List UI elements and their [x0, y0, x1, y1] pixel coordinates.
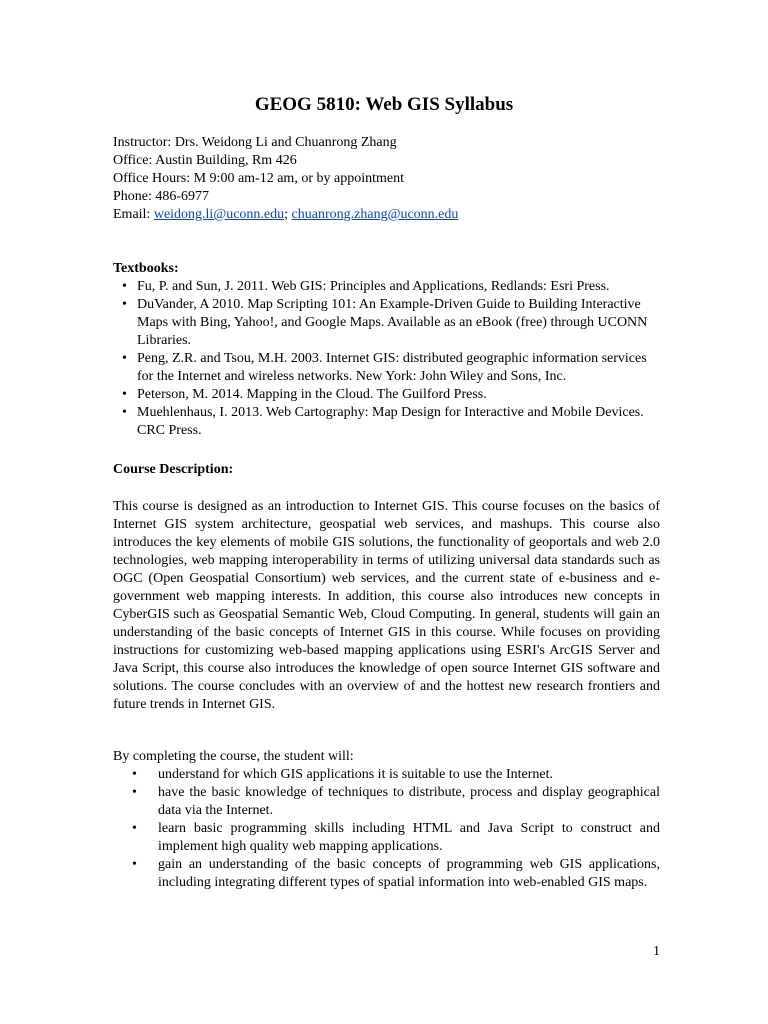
textbooks-section	[113, 260, 660, 440]
outcomes-section	[113, 766, 660, 892]
instructor-line: Instructor: Drs. Weidong Li and Chuanrong Zhang	[113, 135, 397, 150]
course-description-heading: Course Description:	[113, 462, 234, 477]
textbook-item: • Fu, P. and Sun, J. 2011. Web GIS: Principles and Applications, Redlands: Esri Press.	[113, 278, 660, 296]
email-link-zhang[interactable]: chuanrong.zhang@uconn.edu	[291, 207, 459, 222]
textbook-list	[113, 278, 660, 440]
outcome-item: • gain an understanding of the basic concepts of programming web GIS applications, including integrating different types of spatial information into web-enabled GIS maps.	[113, 856, 660, 892]
course-description-body: This course is designed as an introduction to Internet GIS. This course focuses on the basics of Internet GIS system architecture, geospatial web services, and mashups. This course also introduces the key elements of mobile GIS solutions, the functionality of geoportals and web 2.0 technologies, web mapping interoperability in terms of utilizing universal data standards such as OGC (Open Geospatial Consortium) web services, and the current state of e-business and e-government web mapping interests. In addition, this course also introduces new concepts in CyberGIS such as Geospatial Semantic Web, Cloud Computing. In general, students will gain an understanding of the basic concepts of Internet GIS in this course. While focuses on providing instructions for customizing web-based mapping applications using ESRI's ArcGIS Server and Java Script, this course also introduces the knowledge of open source Internet GIS software and solutions. The course concludes with an overview of and the hottest new research frontiers and future trends in Internet GIS.	[113, 499, 660, 712]
office-line: Office: Austin Building, Rm 426	[113, 153, 297, 168]
outcomes-list	[113, 766, 660, 892]
page-title: GEOG 5810: Web GIS Syllabus	[254, 94, 514, 115]
office-hours-line: Office Hours: M 9:00 am-12 am, or by appointment	[113, 171, 404, 186]
course-info	[113, 134, 660, 224]
outcome-item: • have the basic knowledge of techniques to distribute, process and display geographical data via the Internet.	[113, 784, 660, 820]
textbook-item: • Muehlenhaus, I. 2013. Web Cartography: Map Design for Interactive and Mobile Devices. CRC Press.	[113, 404, 660, 440]
textbook-item: • Peng, Z.R. and Tsou, M.H. 2003. Internet GIS: distributed geographic information services for the Internet and wireless networks. New York: John Wiley and Sons, Inc.	[113, 350, 660, 386]
email-separator: ;	[284, 207, 292, 222]
textbooks-heading: Textbooks:	[113, 261, 179, 276]
email-line	[113, 206, 660, 224]
textbook-item: • DuVander, A 2010. Map Scripting 101: An Example-Driven Guide to Building Interactive Maps with Bing, Yahoo!, and Google Maps. Available as an eBook (free) through UCONN Libraries.	[113, 296, 660, 350]
textbook-item: • Peterson, M. 2014. Mapping in the Cloud. The Guilford Press.	[113, 386, 660, 404]
outcomes-lead: By completing the course, the student will:	[113, 749, 354, 764]
email-link-li[interactable]: weidong.li@uconn.edu	[153, 207, 285, 222]
email-label: Email:	[113, 207, 154, 222]
outcome-item: • understand for which GIS applications it is suitable to use the Internet.	[113, 766, 660, 784]
page-number: 1	[653, 944, 660, 959]
outcome-item: • learn basic programming skills including HTML and Java Script to construct and implement high quality web mapping applications.	[113, 820, 660, 856]
phone-line: Phone: 486-6977	[113, 189, 210, 204]
